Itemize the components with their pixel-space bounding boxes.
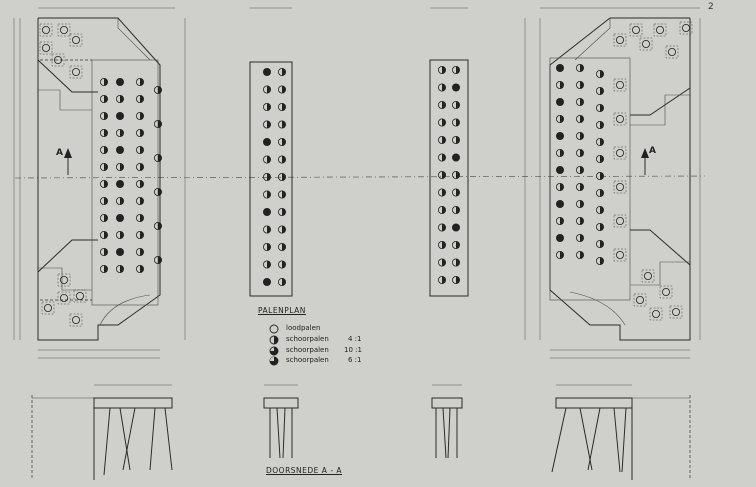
pile-symbol — [263, 226, 270, 233]
legend — [258, 306, 378, 364]
pile-symbol — [58, 292, 70, 304]
pile-symbol — [556, 183, 563, 190]
pile-symbol — [100, 163, 107, 170]
pile-symbol — [576, 132, 583, 139]
pile-symbol — [438, 136, 445, 143]
pile-symbol — [70, 314, 82, 326]
pile-symbol — [614, 147, 626, 159]
left-abutment-plan — [38, 18, 160, 340]
pile-symbol — [100, 197, 107, 204]
pile-symbol — [650, 308, 662, 320]
pile-symbol — [576, 149, 583, 156]
pile-symbol — [154, 154, 161, 161]
pile-symbol — [438, 84, 445, 91]
pile-symbol — [438, 241, 445, 248]
pile-symbol — [452, 84, 459, 91]
pile-symbol — [263, 278, 270, 285]
pile-symbol — [452, 241, 459, 248]
pile-symbol — [452, 276, 459, 283]
pile-symbol — [670, 306, 682, 318]
pile-symbol — [278, 243, 285, 250]
pile-symbol — [452, 136, 459, 143]
pile-symbol — [278, 261, 285, 268]
pile-raked-10-icon — [270, 347, 278, 355]
legend-item-label: loodpalen — [286, 324, 321, 332]
legend-item-label: schoorpalen — [286, 335, 329, 343]
pile-symbol — [438, 119, 445, 126]
pile-symbol — [116, 197, 123, 204]
pile-symbol — [614, 181, 626, 193]
pile-symbol — [263, 243, 270, 250]
pile-symbol — [596, 104, 603, 111]
pile-symbol — [58, 24, 70, 36]
pile-symbol — [556, 217, 563, 224]
pile-symbol — [278, 138, 285, 145]
pile-symbol — [136, 265, 143, 272]
pile-symbol — [42, 302, 54, 314]
pile-symbol — [70, 34, 82, 46]
pile-symbol — [614, 249, 626, 261]
right-abutment-plan — [550, 18, 690, 340]
pile-symbol — [438, 276, 445, 283]
pile-symbol — [278, 278, 285, 285]
pile-vertical-icon — [270, 325, 278, 333]
pile-symbol — [576, 166, 583, 173]
pile-symbol — [154, 222, 161, 229]
pile-symbol — [136, 95, 143, 102]
legend-item-vertical — [286, 324, 320, 332]
pile-symbol — [576, 183, 583, 190]
pile-symbol — [116, 78, 123, 85]
pile-symbol — [116, 146, 123, 153]
pile-symbol — [654, 24, 666, 36]
left-pier-plan — [250, 62, 292, 296]
pile-symbol — [263, 68, 270, 75]
legend-item-label: schoorpalen — [286, 356, 329, 364]
pile-symbol — [438, 171, 445, 178]
pile-symbol — [136, 146, 143, 153]
pile-symbol — [154, 256, 161, 263]
pile-symbol — [556, 200, 563, 207]
pile-symbol — [40, 24, 52, 36]
pile-symbol — [263, 191, 270, 198]
pile-symbol — [596, 87, 603, 94]
pile-symbol — [576, 217, 583, 224]
pile-symbol — [666, 46, 678, 58]
pile-symbol — [278, 86, 285, 93]
sheet-number: 2 — [708, 2, 714, 12]
pile-symbol — [136, 112, 143, 119]
pile-symbol — [438, 259, 445, 266]
pile-symbol — [596, 138, 603, 145]
pile-symbol — [556, 234, 563, 241]
section-title: DOORSNEDE A - A — [266, 466, 343, 475]
pile-symbol — [642, 270, 654, 282]
pile-symbol — [278, 121, 285, 128]
pile-symbol — [452, 154, 459, 161]
pile-symbol — [452, 119, 459, 126]
section-right-pier — [432, 385, 462, 458]
pile-symbol — [596, 240, 603, 247]
pile-symbol — [136, 231, 143, 238]
legend-item-ratio: 4 :1 — [348, 335, 362, 343]
pile-symbol — [614, 79, 626, 91]
pile-symbol — [100, 146, 107, 153]
legend-item-label: schoorpalen — [286, 346, 329, 354]
pile-symbol — [596, 257, 603, 264]
pile-symbol — [576, 251, 583, 258]
pile-symbol — [100, 78, 107, 85]
pile-symbol — [596, 206, 603, 213]
pile-symbol — [263, 261, 270, 268]
pile-symbol — [116, 180, 123, 187]
pile-symbol — [100, 214, 107, 221]
pile-symbol — [136, 214, 143, 221]
pile-symbol — [116, 95, 123, 102]
pile-symbol — [452, 259, 459, 266]
pile-symbol — [136, 129, 143, 136]
pile-symbol — [263, 138, 270, 145]
pile-symbol — [263, 121, 270, 128]
pile-symbol — [576, 64, 583, 71]
pile-symbol — [278, 191, 285, 198]
pile-symbol — [154, 120, 161, 127]
section-marker-left: A — [56, 148, 63, 158]
right-pier-plan — [430, 60, 468, 296]
pile-symbol — [556, 132, 563, 139]
pile-symbol — [596, 121, 603, 128]
pile-raked-6-icon — [270, 357, 278, 365]
section-left-pier — [264, 385, 298, 458]
pile-symbol — [596, 70, 603, 77]
pile-symbol — [100, 231, 107, 238]
pile-symbol — [438, 154, 445, 161]
pile-symbol — [576, 200, 583, 207]
pile-symbol — [263, 208, 270, 215]
pile-symbol — [100, 95, 107, 102]
pile-symbol — [438, 101, 445, 108]
pile-symbol — [116, 265, 123, 272]
pile-symbol — [136, 180, 143, 187]
pile-symbol — [136, 78, 143, 85]
pile-symbol — [116, 248, 123, 255]
pile-symbol — [556, 251, 563, 258]
pile-symbol — [278, 103, 285, 110]
pile-symbol — [278, 68, 285, 75]
legend-item-ratio: 6 :1 — [348, 356, 362, 364]
pile-symbol — [278, 208, 285, 215]
legend-item-raked-4 — [286, 335, 362, 343]
pile-symbol — [100, 129, 107, 136]
section-right-abutment — [552, 385, 690, 480]
pile-symbol — [70, 66, 82, 78]
pile-symbol — [660, 286, 672, 298]
pile-symbol — [576, 81, 583, 88]
pile-raked-4-icon — [270, 336, 278, 344]
pile-symbol — [116, 214, 123, 221]
pile-symbol — [556, 98, 563, 105]
pile-symbol — [556, 166, 563, 173]
pile-symbol — [576, 98, 583, 105]
pile-symbol — [556, 81, 563, 88]
legend-title: PALENPLAN — [258, 306, 306, 315]
pile-symbol — [614, 113, 626, 125]
pile-symbol — [438, 206, 445, 213]
section-arrow-left — [64, 148, 72, 175]
pile-symbol — [263, 156, 270, 163]
pile-symbol — [100, 180, 107, 187]
legend-item-raked-6 — [286, 356, 362, 364]
pile-symbol — [614, 34, 626, 46]
pile-symbol — [640, 38, 652, 50]
pile-symbol — [452, 171, 459, 178]
pile-symbol — [116, 231, 123, 238]
pile-symbol — [263, 103, 270, 110]
pile-symbol — [58, 274, 70, 286]
legend-item-raked-10 — [286, 346, 362, 354]
pile-symbol — [596, 155, 603, 162]
pile-symbol — [596, 172, 603, 179]
pile-symbol — [116, 112, 123, 119]
pile-symbol — [438, 66, 445, 73]
pile-symbol — [136, 163, 143, 170]
section-marker-right: A — [649, 146, 656, 156]
pile-symbol — [278, 226, 285, 233]
pile-symbol — [556, 64, 563, 71]
pile-symbol — [263, 86, 270, 93]
legend-symbols — [270, 325, 278, 365]
pile-symbol — [452, 189, 459, 196]
pile-symbol — [136, 248, 143, 255]
pile-symbol — [116, 129, 123, 136]
pile-symbol — [438, 224, 445, 231]
pile-symbol — [100, 265, 107, 272]
pile-symbol — [452, 101, 459, 108]
section-left-abutment — [32, 385, 172, 480]
pile-symbol — [154, 86, 161, 93]
pile-symbol — [634, 294, 646, 306]
pile-symbol — [452, 66, 459, 73]
pile-symbol — [438, 189, 445, 196]
pile-symbol — [452, 224, 459, 231]
pile-symbol — [556, 115, 563, 122]
pile-symbol — [576, 234, 583, 241]
pile-symbol — [452, 206, 459, 213]
pile-symbol — [630, 24, 642, 36]
pile-symbol — [116, 163, 123, 170]
legend-item-ratio: 10 :1 — [344, 346, 362, 354]
pile-symbol — [576, 115, 583, 122]
pile-symbol — [596, 223, 603, 230]
pile-symbol — [154, 188, 161, 195]
pile-symbol — [100, 248, 107, 255]
pile-symbol — [278, 156, 285, 163]
pile-layout — [40, 22, 692, 326]
pile-symbol — [614, 215, 626, 227]
pile-symbol — [556, 149, 563, 156]
pile-symbol — [40, 42, 52, 54]
pile-symbol — [100, 112, 107, 119]
section-arrow-right — [641, 148, 649, 175]
pile-symbol — [136, 197, 143, 204]
pile-symbol — [596, 189, 603, 196]
